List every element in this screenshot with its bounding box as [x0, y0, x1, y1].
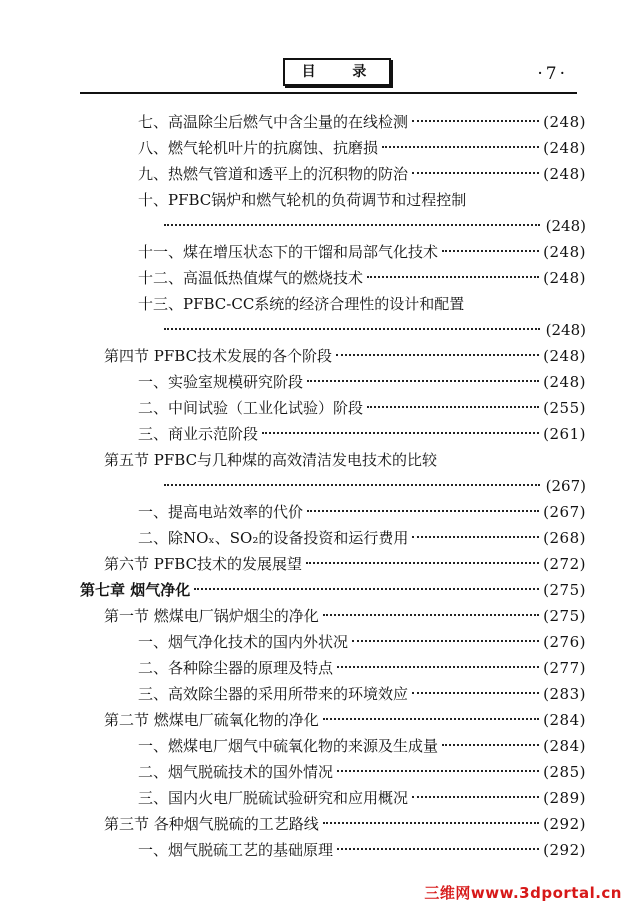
dot-leader	[306, 562, 539, 564]
toc-entry-label: 第四节 PFBC技术发展的各个阶段	[104, 347, 333, 365]
toc-entry-label: 七、高温除尘后燃气中含尘量的在线检测	[138, 113, 409, 131]
toc-section	[104, 345, 586, 367]
toc-entry-label: 十二、高温低热值煤气的燃烧技术	[138, 269, 364, 287]
toc-entry	[138, 111, 586, 133]
toc-entry-label: 二、各种除尘器的原理及特点	[138, 659, 334, 677]
toc-entry-page: (275)	[543, 607, 586, 625]
toc-entry-page: (248)	[543, 269, 586, 287]
toc-entry-continuation	[164, 319, 586, 341]
page-header	[0, 0, 636, 100]
toc-entry-page: (267)	[545, 477, 586, 495]
toc-entry-page: (292)	[543, 841, 586, 859]
toc-entry-label: 第七章 烟气净化	[80, 581, 191, 599]
header-title: 目 录	[283, 58, 391, 86]
header-rule	[80, 92, 577, 94]
toc-entry-label: 八、燃气轮机叶片的抗腐蚀、抗磨损	[138, 139, 379, 157]
toc-entry	[138, 527, 586, 549]
toc-section	[104, 709, 586, 731]
dot-leader	[164, 328, 540, 330]
dot-leader	[442, 250, 539, 252]
toc-entry-label: 九、热燃气管道和透平上的沉积物的防治	[138, 165, 409, 183]
dot-leader	[412, 120, 539, 122]
toc-entry-label: 第二节 燃煤电厂硫氧化物的净化	[104, 711, 319, 729]
toc-entry-page: (248)	[543, 373, 586, 391]
toc-entry	[138, 163, 586, 185]
dot-leader	[262, 432, 539, 434]
toc-entry-label: 十三、PFBC-CC系统的经济合理性的设计和配置	[138, 295, 465, 313]
toc-entry-label: 第五节 PFBC与几种煤的高效清洁发电技术的比较	[104, 451, 438, 469]
site-watermark: 三维网www.3dportal.cn	[424, 884, 622, 902]
toc-entry-page: (248)	[545, 217, 586, 235]
toc-entry-label: 一、烟气净化技术的国内外状况	[138, 633, 349, 651]
toc-entry-page: (276)	[543, 633, 586, 651]
toc-entry-page: (292)	[543, 815, 586, 833]
toc-entry-page: (272)	[543, 555, 586, 573]
toc-entry-label: 第一节 燃煤电厂锅炉烟尘的净化	[104, 607, 319, 625]
toc-entry	[138, 501, 586, 523]
toc-entry	[138, 631, 586, 653]
toc-entry-label: 第三节 各种烟气脱硫的工艺路线	[104, 815, 319, 833]
dot-leader	[367, 276, 539, 278]
toc-entry	[138, 657, 586, 679]
dot-leader	[164, 484, 540, 486]
toc-entry-page: (248)	[543, 243, 586, 261]
toc-section	[104, 813, 586, 835]
toc-entry-label: 三、国内火电厂脱硫试验研究和应用概况	[138, 789, 409, 807]
toc-entry-label: 第六节 PFBC技术的发展展望	[104, 555, 303, 573]
dot-leader	[337, 848, 539, 850]
toc-entry-page: (248)	[543, 347, 586, 365]
page-number: ·7·	[537, 64, 568, 84]
toc-entry-label: 一、燃煤电厂烟气中硫氧化物的来源及生成量	[138, 737, 439, 755]
toc-section	[104, 449, 586, 471]
dot-leader	[337, 666, 539, 668]
dot-leader	[323, 718, 539, 720]
dot-leader	[164, 224, 540, 226]
toc-entry-page: (248)	[545, 321, 586, 339]
toc-entry-page: (275)	[543, 581, 586, 599]
dot-leader	[367, 406, 539, 408]
toc-entry-page: (284)	[543, 711, 586, 729]
toc-section	[104, 553, 586, 575]
toc-entry-label: 一、实验室规模研究阶段	[138, 373, 304, 391]
toc-entry	[138, 839, 586, 861]
toc-chapter	[80, 579, 586, 601]
toc-entry-page: (248)	[543, 113, 586, 131]
toc-entry-label: 二、中间试验（工业化试验）阶段	[138, 399, 364, 417]
toc-entry	[138, 267, 586, 289]
toc-section	[104, 605, 586, 627]
toc-entry-page: (268)	[543, 529, 586, 547]
dot-leader	[412, 172, 539, 174]
toc-entry-page: (267)	[543, 503, 586, 521]
toc-entry	[138, 241, 586, 263]
toc-entry	[138, 397, 586, 419]
toc-entry-label: 一、烟气脱硫工艺的基础原理	[138, 841, 334, 859]
dot-leader	[194, 588, 539, 590]
toc-entry-label: 二、烟气脱硫技术的国外情况	[138, 763, 334, 781]
toc-entry	[138, 423, 586, 445]
toc-entry	[138, 189, 586, 211]
dot-leader	[336, 354, 539, 356]
toc-entry-continuation	[164, 475, 586, 497]
toc-entry-page: (283)	[543, 685, 586, 703]
dot-leader	[412, 796, 539, 798]
toc-entry-label: 二、除NOₓ、SO₂的设备投资和运行费用	[138, 529, 409, 547]
toc-entry-page: (285)	[543, 763, 586, 781]
toc-entry	[138, 761, 586, 783]
toc-entry-page: (261)	[543, 425, 586, 443]
dot-leader	[412, 536, 539, 538]
toc-entry-label: 十、PFBC锅炉和燃气轮机的负荷调节和过程控制	[138, 191, 467, 209]
dot-leader	[337, 770, 539, 772]
toc-entry-label: 三、商业示范阶段	[138, 425, 259, 443]
toc-entry-continuation	[164, 215, 586, 237]
dot-leader	[442, 744, 539, 746]
dot-leader	[412, 692, 539, 694]
toc-entry-page: (289)	[543, 789, 586, 807]
toc-entry	[138, 137, 586, 159]
toc-entry	[138, 683, 586, 705]
dot-leader	[382, 146, 539, 148]
toc-entry	[138, 735, 586, 757]
toc-entry-page: (248)	[543, 139, 586, 157]
dot-leader	[323, 614, 539, 616]
toc-entry-page: (277)	[543, 659, 586, 677]
toc-entry	[138, 787, 586, 809]
dot-leader	[307, 510, 539, 512]
dot-leader	[352, 640, 539, 642]
toc-entry-page: (284)	[543, 737, 586, 755]
dot-leader	[323, 822, 539, 824]
toc-entry-label: 十一、煤在增压状态下的干馏和局部气化技术	[138, 243, 439, 261]
toc-entry	[138, 371, 586, 393]
toc-entry-page: (255)	[543, 399, 586, 417]
toc-entry-page: (248)	[543, 165, 586, 183]
toc-entry	[138, 293, 586, 315]
toc-entry-label: 三、高效除尘器的采用所带来的环境效应	[138, 685, 409, 703]
toc-entry-label: 一、提高电站效率的代价	[138, 503, 304, 521]
dot-leader	[307, 380, 539, 382]
